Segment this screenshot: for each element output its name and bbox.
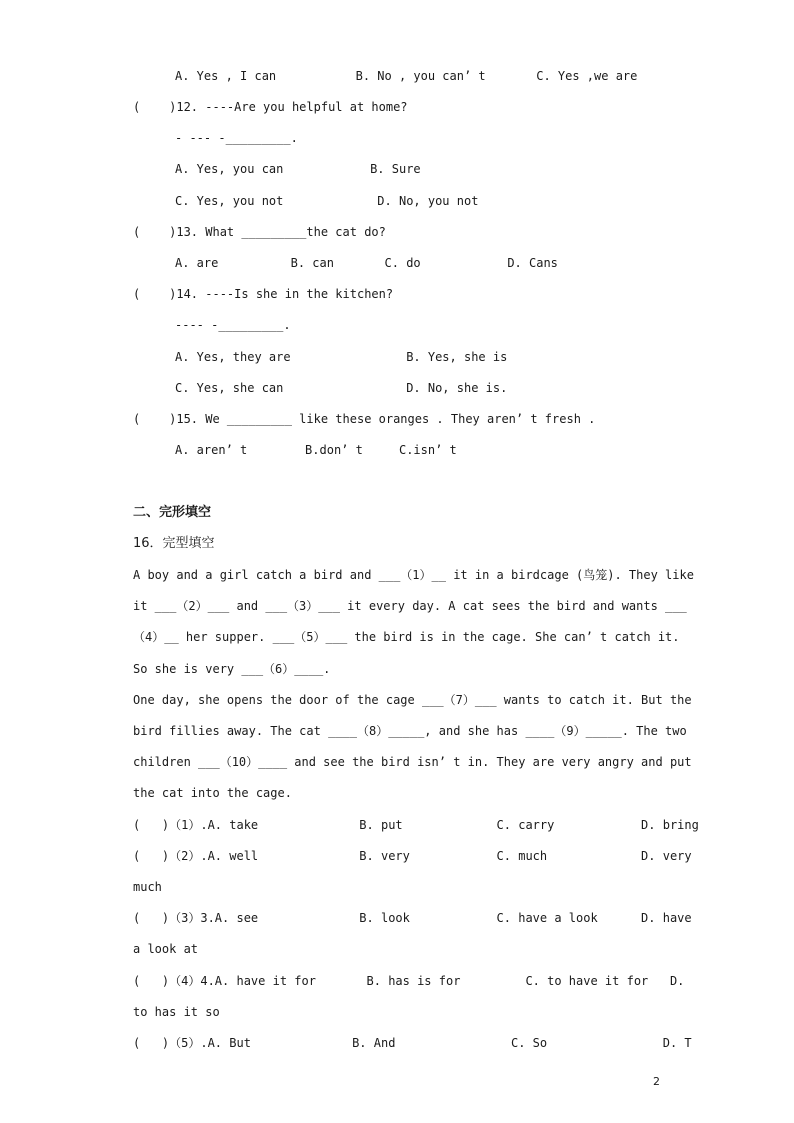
passage-line: （4）__ her supper. ___（5）___ the bird is in the cage. She can’ t catch it. xyxy=(133,630,680,644)
option-row-3-wrap: a look at xyxy=(133,942,199,956)
q11-options: A. Yes , I can B. No , you can’ t C. Yes ,we are xyxy=(175,69,638,83)
question-title: 16．完型填空 xyxy=(133,536,215,551)
page-number: 2 xyxy=(653,1075,660,1088)
section-title: 二、完形填空 xyxy=(133,505,212,520)
option-row-2-wrap: much xyxy=(133,880,162,894)
q13-options: A. are B. can C. do D. Cans xyxy=(175,256,558,270)
q12-options-1: A. Yes, you can B. Sure xyxy=(175,162,421,176)
option-row-2: ( )（2）.A. well B. very C. much D. very xyxy=(133,849,692,863)
option-row-5: ( )（5）.A. But B. And C. So D. T xyxy=(133,1036,692,1050)
q15-stem: ( )15. We _________ like these oranges . They aren’ t fresh . xyxy=(133,412,596,426)
q13-stem: ( )13. What _________the cat do? xyxy=(133,225,386,239)
passage-line: A boy and a girl catch a bird and ___（1）__ it in a birdcage (鸟笼). They like xyxy=(133,568,694,582)
option-row-4: ( )（4）4.A. have it for B. has is for C. to have it for D. xyxy=(133,974,685,988)
q12-stem: ( )12. ----Are you helpful at home? xyxy=(133,100,408,114)
q14-stem: ( )14. ----Is she in the kitchen? xyxy=(133,287,394,301)
q12-answer: - --- -_________. xyxy=(175,131,298,145)
q12-options-2: C. Yes, you not D. No, you not xyxy=(175,194,479,208)
q15-options: A. aren’ t B.don’ t C.isn’ t xyxy=(175,443,457,457)
q14-options-2: C. Yes, she can D. No, she is. xyxy=(175,381,508,395)
passage-line: So she is very ___（6）____. xyxy=(133,662,331,676)
passage-line: the cat into the cage. xyxy=(133,786,292,800)
passage-line: bird fillies away. The cat ____（8）_____, and she has ____（9）_____. The two xyxy=(133,724,687,738)
option-row-4-wrap: to has it so xyxy=(133,1005,220,1019)
option-row-1: ( )（1）.A. take B. put C. carry D. bring xyxy=(133,818,699,832)
passage-line: it ___（2）___ and ___（3）___ it every day. A cat sees the bird and wants ___ xyxy=(133,599,687,613)
q14-answer: ---- -_________. xyxy=(175,318,291,332)
q14-options-1: A. Yes, they are B. Yes, she is xyxy=(175,350,508,364)
passage-line: One day, she opens the door of the cage ___（7）___ wants to catch it. But the xyxy=(133,693,692,707)
passage-line: children ___（10）____ and see the bird isn’ t in. They are very angry and put xyxy=(133,755,692,769)
option-row-3: ( )（3）3.A. see B. look C. have a look D. have xyxy=(133,911,692,925)
